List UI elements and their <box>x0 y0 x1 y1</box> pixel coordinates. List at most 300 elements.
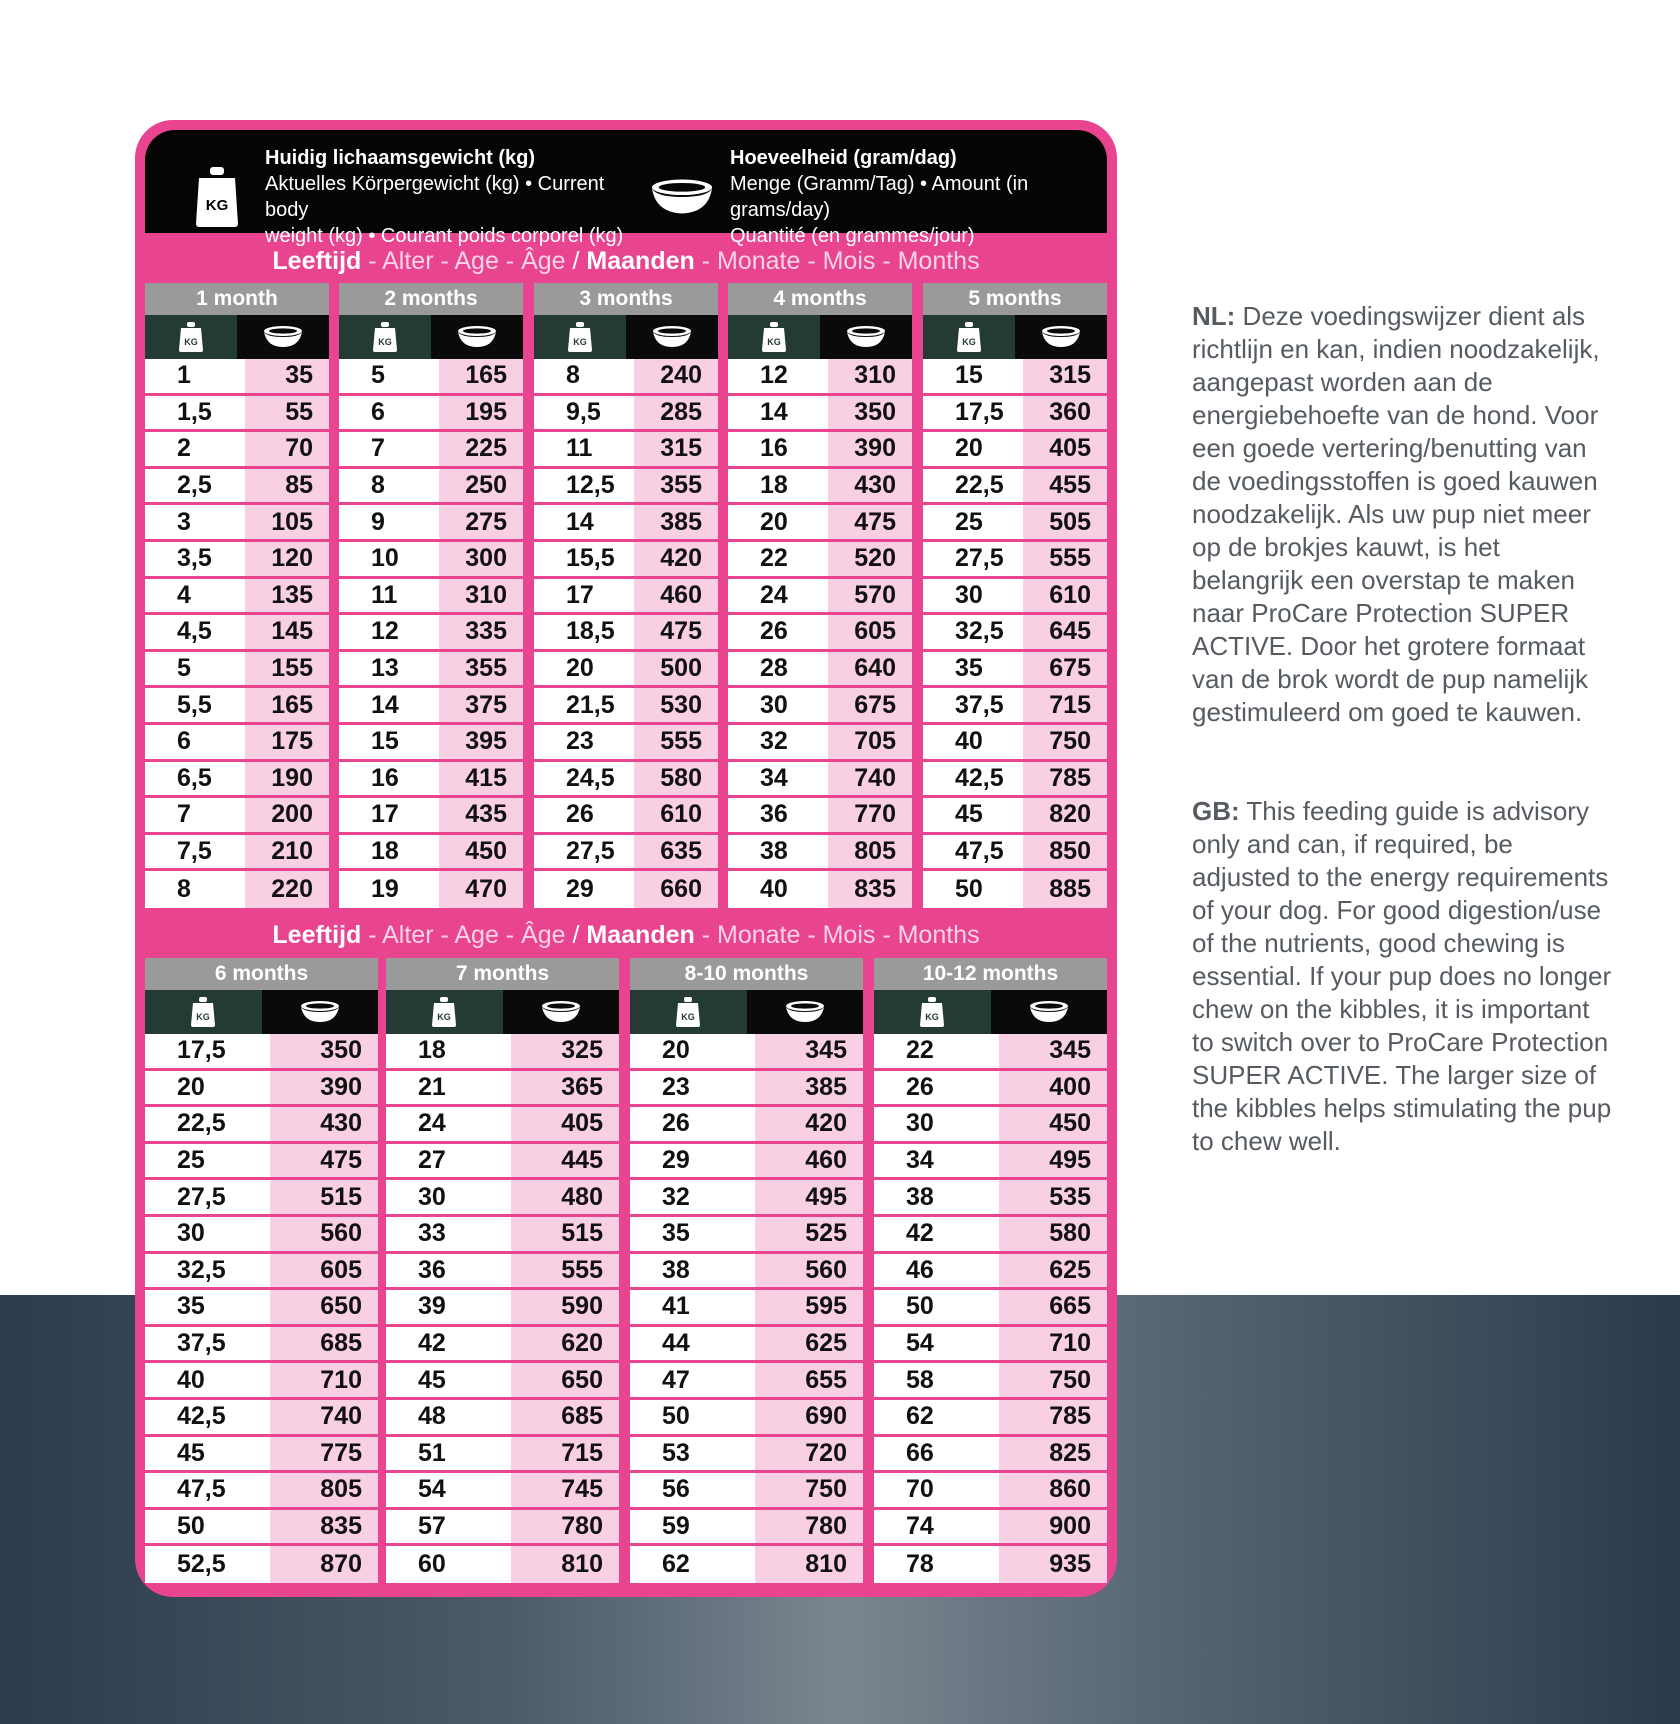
grams-cell: 605 <box>828 615 912 649</box>
weight-cell: 22 <box>728 542 828 576</box>
table-row <box>630 1437 863 1474</box>
grams-cell: 390 <box>828 432 912 466</box>
grams-cell: 360 <box>1023 396 1107 430</box>
table-row <box>923 762 1107 799</box>
age-table-title: 2 months <box>339 283 523 315</box>
weight-cell: 30 <box>923 579 1023 613</box>
grams-cell: 200 <box>245 798 329 832</box>
table-row <box>874 1327 1107 1364</box>
age-table <box>145 958 378 1583</box>
weight-cell: 42 <box>386 1327 511 1361</box>
table-row <box>728 871 912 908</box>
weight-cell: 6,5 <box>145 762 245 796</box>
grams-cell: 610 <box>634 798 718 832</box>
grams-cell: 675 <box>1023 652 1107 686</box>
grams-cell: 430 <box>828 469 912 503</box>
table-row <box>145 1107 378 1144</box>
grams-cell: 640 <box>828 652 912 686</box>
nl-paragraph <box>1192 300 1612 729</box>
weight-cell: 37,5 <box>145 1327 270 1361</box>
grams-cell: 635 <box>634 835 718 869</box>
table-row <box>145 1400 378 1437</box>
grams-cell: 285 <box>634 396 718 430</box>
table-rows <box>534 359 718 908</box>
table-row <box>145 359 329 396</box>
food-bowl-icon <box>1015 315 1107 359</box>
grams-cell: 530 <box>634 688 718 722</box>
table-row <box>534 432 718 469</box>
table-row <box>630 1290 863 1327</box>
grams-cell: 310 <box>828 359 912 393</box>
grams-cell: 470 <box>439 871 523 908</box>
table-row <box>145 725 329 762</box>
weight-cell: 45 <box>923 798 1023 832</box>
weight-cell: 8 <box>534 359 634 393</box>
grams-cell: 785 <box>999 1400 1108 1434</box>
weight-legend-line1: Aktuelles Körpergewicht (kg) • Current body <box>265 173 605 221</box>
weight-legend-title: Huidig lichaamsgewicht (kg) <box>265 147 536 169</box>
svg-text:KG: KG <box>205 197 229 214</box>
weight-cell: 35 <box>923 652 1023 686</box>
table-row <box>874 1400 1107 1437</box>
weight-cell: 50 <box>145 1510 270 1544</box>
gb-label: GB: <box>1192 796 1240 826</box>
weight-cell: 50 <box>630 1400 755 1434</box>
grams-cell: 805 <box>270 1473 379 1507</box>
grams-cell: 645 <box>1023 615 1107 649</box>
food-bowl-icon <box>503 990 620 1034</box>
grams-cell: 685 <box>270 1327 379 1361</box>
months-label: Maanden <box>586 921 695 949</box>
weight-cell: 21,5 <box>534 688 634 722</box>
table-row <box>386 1510 619 1547</box>
grams-cell: 520 <box>828 542 912 576</box>
grams-cell: 500 <box>634 652 718 686</box>
grams-cell: 665 <box>999 1290 1108 1324</box>
age-table <box>534 283 718 908</box>
weight-cell: 34 <box>728 762 828 796</box>
grams-cell: 475 <box>634 615 718 649</box>
grams-cell: 415 <box>439 762 523 796</box>
weight-cell: 27,5 <box>145 1180 270 1214</box>
grams-cell: 455 <box>1023 469 1107 503</box>
age-separator: / <box>572 247 587 275</box>
grams-cell: 555 <box>634 725 718 759</box>
weight-cell: 7 <box>339 432 439 466</box>
table-row <box>923 542 1107 579</box>
column-icons <box>874 990 1107 1034</box>
table-row <box>145 1254 378 1291</box>
table-row <box>874 1180 1107 1217</box>
table-row <box>728 542 912 579</box>
grams-cell: 385 <box>755 1071 864 1105</box>
table-row <box>534 505 718 542</box>
table-row <box>145 798 329 835</box>
table-row <box>874 1071 1107 1108</box>
weight-cell: 38 <box>874 1180 999 1214</box>
weight-cell: 24 <box>386 1107 511 1141</box>
weight-cell: 52,5 <box>145 1546 270 1583</box>
weight-cell: 18 <box>386 1034 511 1068</box>
grams-cell: 625 <box>755 1327 864 1361</box>
weight-cell: 53 <box>630 1437 755 1471</box>
grams-cell: 580 <box>999 1217 1108 1251</box>
svg-text:KG: KG <box>573 337 587 347</box>
grams-cell: 450 <box>999 1107 1108 1141</box>
weight-cell: 27,5 <box>534 835 634 869</box>
grams-cell: 750 <box>755 1473 864 1507</box>
weight-cell: 14 <box>728 396 828 430</box>
kg-weight-icon <box>534 315 626 359</box>
grams-cell: 720 <box>755 1437 864 1471</box>
table-row <box>728 688 912 725</box>
weight-cell: 18 <box>728 469 828 503</box>
table-row <box>386 1290 619 1327</box>
table-row <box>339 652 523 689</box>
age-table-title: 1 month <box>145 283 329 315</box>
grams-cell: 780 <box>755 1510 864 1544</box>
weight-cell: 30 <box>145 1217 270 1251</box>
weight-cell: 18,5 <box>534 615 634 649</box>
table-row <box>386 1217 619 1254</box>
weight-cell: 20 <box>923 432 1023 466</box>
table-row <box>923 688 1107 725</box>
table-row <box>630 1071 863 1108</box>
weight-cell: 36 <box>386 1254 511 1288</box>
table-row <box>874 1546 1107 1583</box>
weight-cell: 20 <box>145 1071 270 1105</box>
table-row <box>145 1180 378 1217</box>
table-row <box>386 1034 619 1071</box>
table-row <box>728 359 912 396</box>
weight-cell: 20 <box>534 652 634 686</box>
weight-cell: 15 <box>339 725 439 759</box>
table-row <box>145 835 329 872</box>
weight-cell: 6 <box>145 725 245 759</box>
table-row <box>923 871 1107 908</box>
weight-cell: 25 <box>923 505 1023 539</box>
grams-cell: 480 <box>511 1180 620 1214</box>
grams-cell: 395 <box>439 725 523 759</box>
table-row <box>534 725 718 762</box>
weight-legend <box>185 145 625 249</box>
grams-cell: 450 <box>439 835 523 869</box>
weight-cell: 45 <box>386 1363 511 1397</box>
table-row <box>534 871 718 908</box>
table-row <box>339 432 523 469</box>
table-row <box>728 396 912 433</box>
weight-cell: 7,5 <box>145 835 245 869</box>
table-row <box>339 688 523 725</box>
grams-cell: 515 <box>270 1180 379 1214</box>
weight-cell: 3 <box>145 505 245 539</box>
table-row <box>145 615 329 652</box>
weight-cell: 9,5 <box>534 396 634 430</box>
table-row <box>145 579 329 616</box>
weight-cell: 7 <box>145 798 245 832</box>
table-rows <box>145 1034 378 1583</box>
table-row <box>386 1144 619 1181</box>
grams-cell: 610 <box>1023 579 1107 613</box>
grams-cell: 780 <box>511 1510 620 1544</box>
table-row <box>923 359 1107 396</box>
weight-cell: 21 <box>386 1071 511 1105</box>
grams-cell: 135 <box>245 579 329 613</box>
weight-cell: 40 <box>923 725 1023 759</box>
table-row <box>630 1546 863 1583</box>
weight-cell: 25 <box>145 1144 270 1178</box>
weight-cell: 10 <box>339 542 439 576</box>
age-label: Leeftijd <box>272 247 362 275</box>
weight-cell: 23 <box>534 725 634 759</box>
table-row <box>728 505 912 542</box>
grams-cell: 770 <box>828 798 912 832</box>
table-row <box>534 469 718 506</box>
table-row <box>874 1363 1107 1400</box>
weight-cell: 12,5 <box>534 469 634 503</box>
weight-cell: 42 <box>874 1217 999 1251</box>
table-row <box>145 1363 378 1400</box>
age-translations: - Alter - Age - Âge <box>361 247 573 275</box>
age-table-title: 6 months <box>145 958 378 990</box>
table-row <box>630 1180 863 1217</box>
grams-cell: 835 <box>828 871 912 908</box>
table-row <box>728 615 912 652</box>
grams-cell: 825 <box>999 1437 1108 1471</box>
table-row <box>874 1473 1107 1510</box>
table-row <box>534 359 718 396</box>
grams-cell: 165 <box>245 688 329 722</box>
table-row <box>630 1473 863 1510</box>
table-row <box>145 1327 378 1364</box>
weight-cell: 15 <box>923 359 1023 393</box>
weight-cell: 32,5 <box>145 1254 270 1288</box>
table-row <box>728 652 912 689</box>
table-row <box>728 762 912 799</box>
weight-cell: 1,5 <box>145 396 245 430</box>
grams-cell: 650 <box>511 1363 620 1397</box>
grams-cell: 240 <box>634 359 718 393</box>
column-icons <box>630 990 863 1034</box>
table-row <box>923 835 1107 872</box>
table-row <box>728 835 912 872</box>
grams-cell: 555 <box>1023 542 1107 576</box>
table-row <box>728 579 912 616</box>
weight-cell: 39 <box>386 1290 511 1324</box>
table-row <box>339 615 523 652</box>
weight-cell: 38 <box>728 835 828 869</box>
weight-cell: 47 <box>630 1363 755 1397</box>
table-row <box>145 1510 378 1547</box>
grams-cell: 325 <box>511 1034 620 1068</box>
weight-cell: 8 <box>145 871 245 908</box>
grams-cell: 560 <box>755 1254 864 1288</box>
grams-cell: 145 <box>245 615 329 649</box>
age-separator: / <box>572 921 587 949</box>
weight-cell: 20 <box>728 505 828 539</box>
table-rows <box>874 1034 1107 1583</box>
weight-cell: 35 <box>145 1290 270 1324</box>
svg-text:KG: KG <box>196 1012 210 1022</box>
weight-cell: 41 <box>630 1290 755 1324</box>
table-row <box>386 1071 619 1108</box>
months-translations: - Monate - Mois - Months <box>694 247 980 275</box>
age-table-title: 10-12 months <box>874 958 1107 990</box>
table-row <box>728 798 912 835</box>
age-table <box>630 958 863 1583</box>
age-table-title: 7 months <box>386 958 619 990</box>
grams-cell: 850 <box>1023 835 1107 869</box>
weight-cell: 5,5 <box>145 688 245 722</box>
grams-cell: 690 <box>755 1400 864 1434</box>
grams-cell: 820 <box>1023 798 1107 832</box>
table-rows <box>386 1034 619 1583</box>
food-bowl-icon <box>820 315 912 359</box>
table-row <box>874 1254 1107 1291</box>
age-translations: - Alter - Age - Âge <box>361 921 573 949</box>
weight-cell: 5 <box>145 652 245 686</box>
grams-cell: 105 <box>245 505 329 539</box>
grams-cell: 195 <box>439 396 523 430</box>
grams-cell: 165 <box>439 359 523 393</box>
table-row <box>534 652 718 689</box>
weight-cell: 62 <box>630 1546 755 1583</box>
grams-cell: 655 <box>755 1363 864 1397</box>
grams-cell: 460 <box>755 1144 864 1178</box>
age-table <box>728 283 912 908</box>
weight-cell: 13 <box>339 652 439 686</box>
table-row <box>145 688 329 725</box>
weight-cell: 17,5 <box>923 396 1023 430</box>
table-row <box>145 542 329 579</box>
grams-cell: 805 <box>828 835 912 869</box>
weight-cell: 58 <box>874 1363 999 1397</box>
weight-cell: 24 <box>728 579 828 613</box>
grams-cell: 750 <box>1023 725 1107 759</box>
age-table-title: 3 months <box>534 283 718 315</box>
food-bowl-icon <box>650 165 714 229</box>
table-rows <box>339 359 523 908</box>
table-row <box>728 725 912 762</box>
nl-text: Deze voedingswijzer dient als richtlijn en kan, indien noodzakelijk, aangepast worden aan de energiebehoefte van de hond. Voor een goede vertering/benutting van de voedingsstoffen is goed kauwen noodzakelijk. Als uw pup niet meer op de brokjes kauwt, is het belangrijk een overstap te maken naar ProCare Protection SUPER ACTIVE. Door het grotere formaat van de brok wordt de pup namelijk gestimuleerd om goed te kauwen. <box>1192 301 1600 727</box>
weight-cell: 19 <box>339 871 439 908</box>
weight-cell: 29 <box>630 1144 755 1178</box>
weight-cell: 4,5 <box>145 615 245 649</box>
weight-cell: 29 <box>534 871 634 908</box>
grams-cell: 420 <box>755 1107 864 1141</box>
table-row <box>386 1107 619 1144</box>
weight-cell: 60 <box>386 1546 511 1583</box>
table-row <box>630 1363 863 1400</box>
kg-weight-icon <box>874 990 991 1034</box>
weight-cell: 9 <box>339 505 439 539</box>
age-table <box>923 283 1107 908</box>
weight-cell: 42,5 <box>145 1400 270 1434</box>
table-row <box>874 1107 1107 1144</box>
weight-cell: 26 <box>874 1071 999 1105</box>
grams-cell: 710 <box>270 1363 379 1397</box>
weight-cell: 12 <box>339 615 439 649</box>
column-icons <box>386 990 619 1034</box>
weight-cell: 4 <box>145 579 245 613</box>
gb-paragraph <box>1192 795 1612 1158</box>
grams-cell: 590 <box>511 1290 620 1324</box>
grams-cell: 355 <box>634 469 718 503</box>
table-row <box>630 1217 863 1254</box>
table-row <box>534 762 718 799</box>
table-row <box>923 432 1107 469</box>
grams-cell: 580 <box>634 762 718 796</box>
weight-cell: 30 <box>728 688 828 722</box>
table-row <box>386 1363 619 1400</box>
grams-cell: 210 <box>245 835 329 869</box>
feeding-guide-card <box>135 120 1117 1597</box>
grams-cell: 475 <box>828 505 912 539</box>
table-row <box>630 1510 863 1547</box>
table-row <box>923 652 1107 689</box>
weight-cell: 51 <box>386 1437 511 1471</box>
table-row <box>923 469 1107 506</box>
table-row <box>386 1546 619 1583</box>
weight-legend-line2: weight (kg) • Courant poids corporel (kg) <box>265 225 624 247</box>
grams-cell: 935 <box>999 1546 1108 1583</box>
grams-cell: 535 <box>999 1180 1108 1214</box>
grams-cell: 625 <box>999 1254 1108 1288</box>
weight-cell: 15,5 <box>534 542 634 576</box>
weight-cell: 40 <box>728 871 828 908</box>
grams-cell: 70 <box>245 432 329 466</box>
table-row <box>534 396 718 433</box>
age-table <box>386 958 619 1583</box>
kg-weight-icon <box>630 990 747 1034</box>
table-row <box>923 505 1107 542</box>
weight-cell: 54 <box>386 1473 511 1507</box>
table-rows <box>145 359 329 908</box>
svg-text:KG: KG <box>681 1012 695 1022</box>
weight-cell: 30 <box>874 1107 999 1141</box>
table-row <box>339 871 523 908</box>
weight-cell: 38 <box>630 1254 755 1288</box>
table-row <box>874 1290 1107 1327</box>
table-row <box>339 725 523 762</box>
weight-cell: 11 <box>534 432 634 466</box>
table-row <box>874 1217 1107 1254</box>
weight-cell: 14 <box>339 688 439 722</box>
table-row <box>145 432 329 469</box>
grams-cell: 445 <box>511 1144 620 1178</box>
weight-cell: 33 <box>386 1217 511 1251</box>
grams-cell: 120 <box>245 542 329 576</box>
grams-cell: 870 <box>270 1546 379 1583</box>
weight-cell: 47,5 <box>145 1473 270 1507</box>
grams-cell: 460 <box>634 579 718 613</box>
table-row <box>534 542 718 579</box>
svg-text:KG: KG <box>437 1012 451 1022</box>
table-row <box>534 798 718 835</box>
svg-text:KG: KG <box>925 1012 939 1022</box>
months-label: Maanden <box>586 247 695 275</box>
weight-cell: 66 <box>874 1437 999 1471</box>
food-bowl-icon <box>262 990 379 1034</box>
table-row <box>339 396 523 433</box>
table-row <box>630 1254 863 1291</box>
nl-label: NL: <box>1192 301 1236 331</box>
weight-cell: 27,5 <box>923 542 1023 576</box>
grams-cell: 745 <box>511 1473 620 1507</box>
grams-cell: 705 <box>828 725 912 759</box>
table-row <box>728 469 912 506</box>
weight-cell: 16 <box>339 762 439 796</box>
